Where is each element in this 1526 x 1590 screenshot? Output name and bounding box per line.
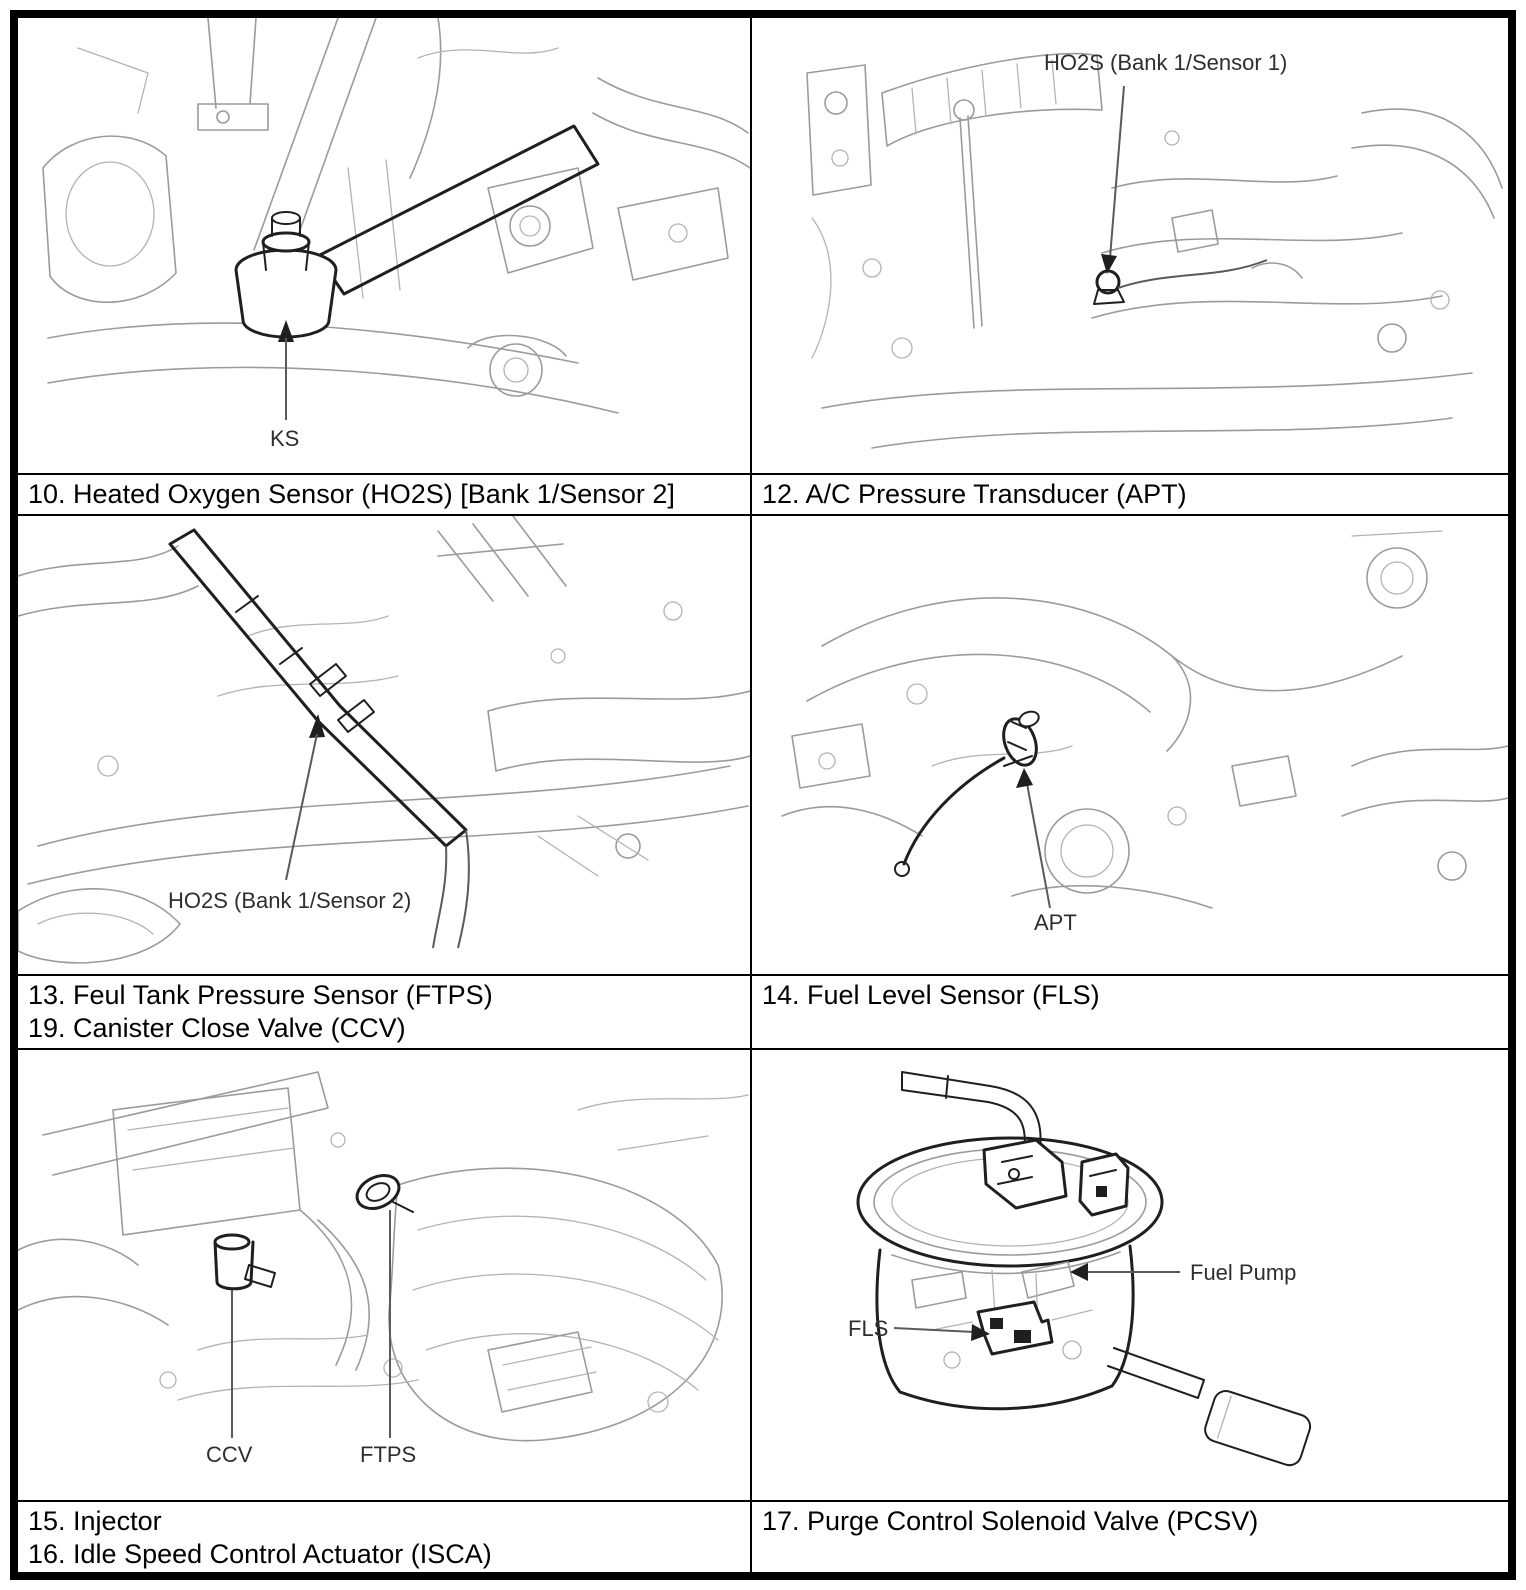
ho2s-sensor2-label: HO2S (Bank 1/Sensor 2) (168, 888, 412, 913)
apt-diagram (752, 516, 1508, 974)
figure-ccv-ftps (18, 1050, 750, 1500)
figure-ho2s-sensor1 (752, 18, 1508, 473)
caption-row1-right (752, 475, 1508, 514)
ho2s-sensor1-label: HO2S (Bank 1/Sensor 1) (1044, 50, 1288, 75)
component-location-table (18, 18, 1508, 1572)
ho2s-sensor2-arrow (286, 714, 325, 880)
ftps-part (352, 1169, 413, 1215)
caption-row3-left (18, 1502, 750, 1572)
ccv-ftps-diagram (18, 1050, 750, 1500)
caption-line: 16. Idle Speed Control Actuator (ISCA) (28, 1539, 492, 1569)
caption-line: 14. Fuel Level Sensor (FLS) (762, 980, 1100, 1010)
ftps-label: FTPS (360, 1442, 417, 1467)
figure-ho2s-sensor2 (18, 516, 750, 974)
apt-arrow (1016, 768, 1050, 908)
fls-part (978, 1302, 1052, 1354)
ccv-part (215, 1235, 275, 1289)
knock-sensor-part (236, 126, 598, 337)
caption-line: 10. Heated Oxygen Sensor (HO2S) [Bank 1/Sensor 2] (28, 479, 675, 509)
caption-line: 12. A/C Pressure Transducer (APT) (762, 479, 1187, 509)
caption-line: 13. Feul Tank Pressure Sensor (FTPS) (28, 980, 493, 1010)
caption-row2-left (18, 976, 750, 1048)
apt-label: APT (1034, 910, 1077, 935)
fuel-pump-label: Fuel Pump (1190, 1260, 1297, 1285)
fuel-pump-callout (1070, 1263, 1180, 1281)
table-frame (10, 10, 1516, 1580)
caption-row3-right (752, 1502, 1508, 1572)
fuel-pump-diagram (752, 1050, 1508, 1500)
figure-fuel-pump (752, 1050, 1508, 1500)
figure-knock-sensor (18, 18, 750, 473)
caption-line: 19. Canister Close Valve (CCV) (28, 1013, 406, 1043)
ho2s-sensor1-part (1094, 260, 1267, 304)
leader-lines (232, 1210, 390, 1438)
fls-callout (894, 1324, 990, 1341)
ks-label: KS (270, 426, 300, 451)
apt-part (895, 709, 1042, 876)
caption-row2-right (752, 976, 1508, 1048)
figure-apt (752, 516, 1508, 974)
caption-line: 15. Injector (28, 1506, 162, 1536)
ho2s-sensor2-diagram (18, 516, 750, 974)
caption-row1-left (18, 475, 750, 514)
ho2s-sensor2-part (170, 530, 469, 948)
caption-line: 17. Purge Control Solenoid Valve (PCSV) (762, 1506, 1259, 1536)
ho2s-sensor1-arrow (1101, 86, 1124, 274)
ho2s-sensor1-diagram (752, 18, 1508, 473)
knock-sensor-diagram (18, 18, 750, 473)
ccv-label: CCV (206, 1442, 253, 1467)
fls-label: FLS (848, 1316, 889, 1341)
